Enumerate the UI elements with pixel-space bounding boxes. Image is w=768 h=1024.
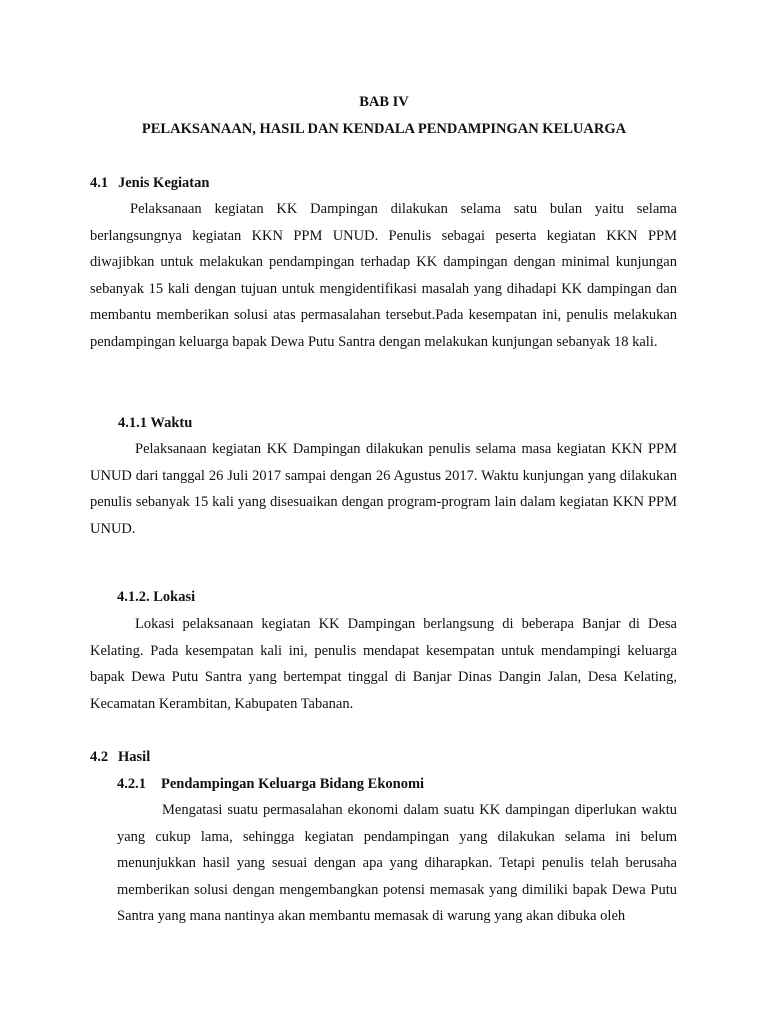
chapter-title: PELAKSANAAN, HASIL DAN KENDALA PENDAMPINGAN KELUARGA <box>141 121 627 137</box>
section-number: 4.1 <box>90 175 109 191</box>
section-title: Pendampingan Keluarga Bidang Ekonomi <box>161 776 425 792</box>
section-4-1-2-paragraph: Lokasi pelaksanaan kegiatan KK Dampingan berlangsung di beberapa Banjar di Desa Kelating. Pada kesempatan kali ini, penulis mendapat kesempatan untuk mendampingi keluarga bapak Dewa Putu Santra yang bertempat tinggal di Banjar Dinas Dangin Jalan, Desa Kelating, Kecamatan Kerambitan, Kabupaten Tabanan. <box>90 616 677 712</box>
section-heading-4-1-1: 4.1.1 Waktu <box>118 415 193 431</box>
section-title: Hasil <box>118 749 151 765</box>
chapter-label: BAB IV <box>359 94 409 110</box>
section-heading-4-2-1 <box>117 776 424 793</box>
section-4-2-1-paragraph: Mengatasi suatu permasalahan ekonomi dalam suatu KK dampingan diperlukan waktu yang cukup lama, sehingga kegiatan pendampingan yang dilakukan selama ini belum menunjukkan hasil yang sesuai dengan apa yang diharapkan. Tetapi penulis telah berusaha memberikan solusi dengan mengembangkan potensi memasak yang dimiliki bapak Dewa Putu Santra yang mana nantinya akan membantu memasak di warung yang akan dibuka oleh <box>117 802 677 925</box>
section-4-1-1-paragraph: Pelaksanaan kegiatan KK Dampingan dilakukan penulis selama masa kegiatan KKN PPM UNUD dari tanggal 26 Juli 2017 sampai dengan 26 Agustus 2017. Waktu kunjungan yang dilakukan penulis sebanyak 15 kali yang disesuaikan dengan program-program lain dalam kegiatan KKN PPM UNUD. <box>90 441 677 537</box>
section-number: 4.2 <box>90 749 109 765</box>
section-4-1-paragraph: Pelaksanaan kegiatan KK Dampingan dilakukan selama satu bulan yaitu selama berlangsungnya kegiatan KKN PPM UNUD. Penulis sebagai peserta kegiatan KKN PPM diwajibkan untuk melakukan pendampingan terhadap KK dampingan dengan minimal kunjungan sebanyak 15 kali dengan tujuan untuk mengidentifikasi masalah yang dihadapi KK dampingan dan membantu memberikan solusi atas permasalahan tersebut.Pada kesempatan ini, penulis melakukan pendampingan keluarga bapak Dewa Putu Santra dengan melakukan kunjungan sebanyak 18 kali. <box>90 201 677 350</box>
section-heading-4-2 <box>90 749 150 766</box>
section-heading-4-1 <box>90 175 209 192</box>
section-title: Jenis Kegiatan <box>118 175 210 191</box>
section-number: 4.2.1 <box>117 776 146 792</box>
section-heading-4-1-2: 4.1.2. Lokasi <box>117 589 196 605</box>
